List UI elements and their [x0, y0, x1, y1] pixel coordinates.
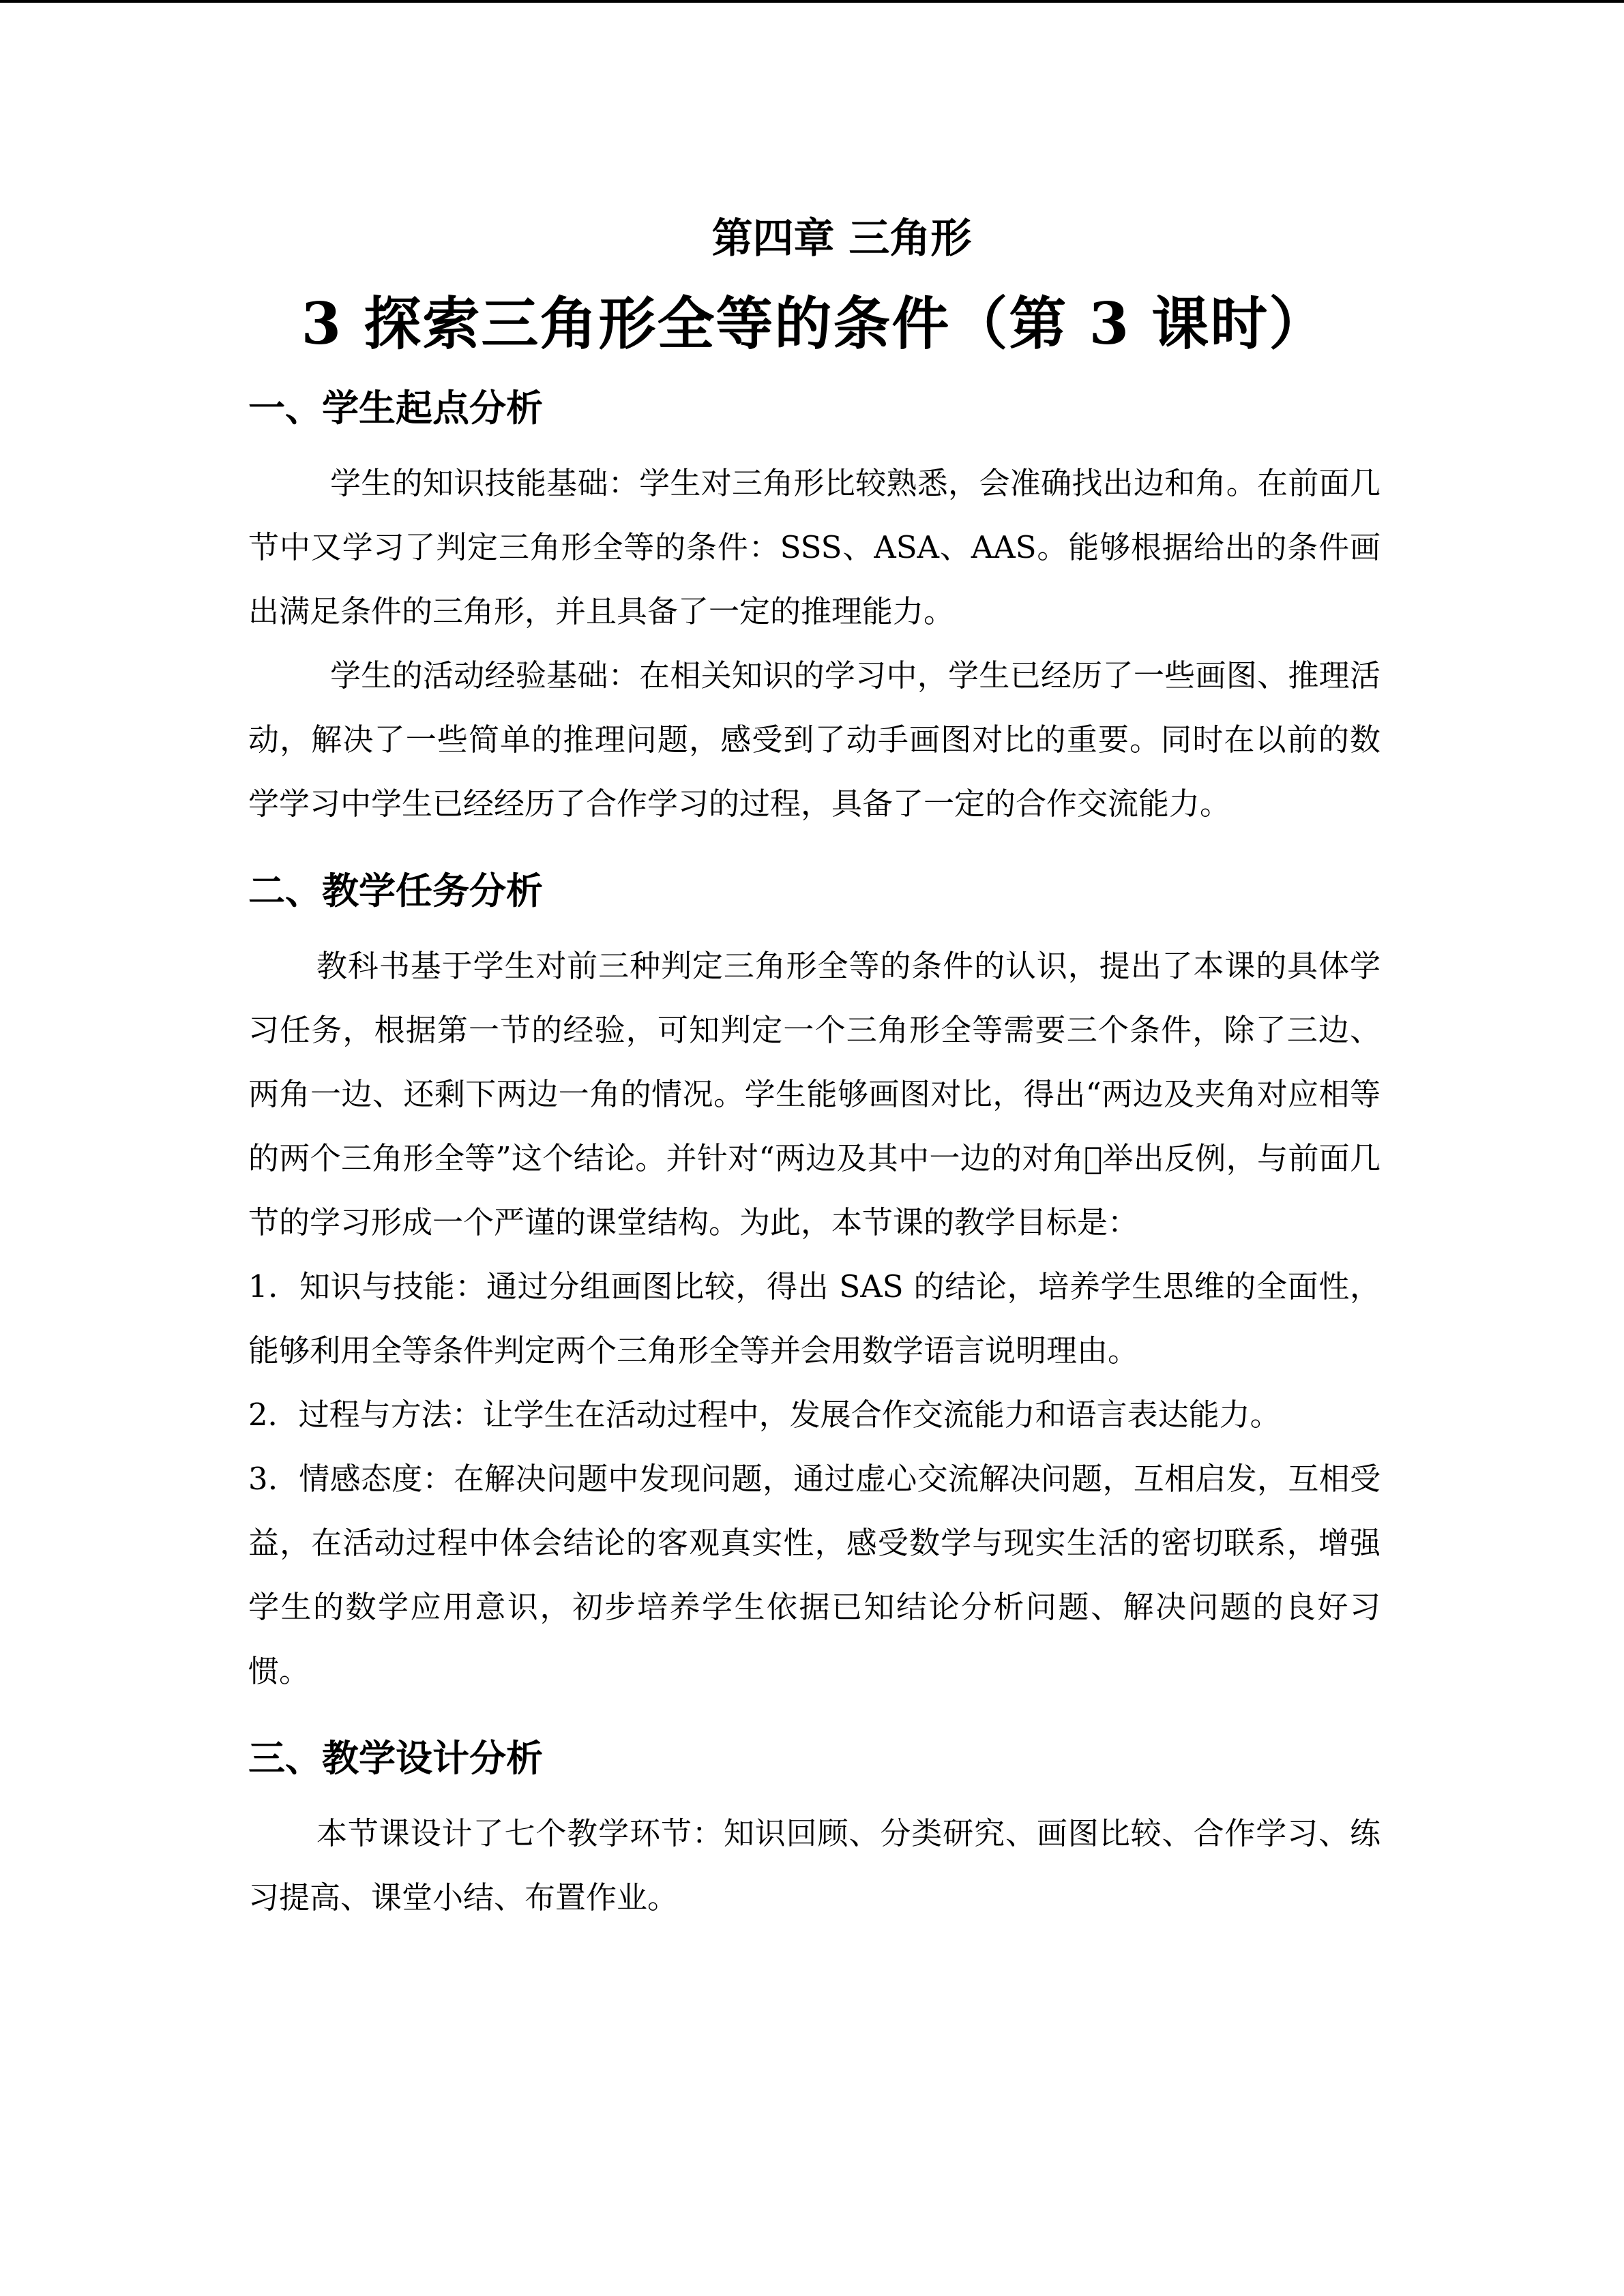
section-design-analysis: [248, 1728, 1381, 1930]
lesson-title: 3 探索三角形全等的条件（第 3 课时）: [301, 290, 1328, 357]
section-heading: 二、教学任务分析: [248, 869, 543, 912]
paragraph: 学生的活动经验基础：在相关知识的学习中，学生已经历了一些画图、推理活动，解决了一些简单的推理问题，感受到了动手画图对比的重要。同时在以前的数学学习中学生已经经历了合作学习的过程，具备了一定的合作交流能力。: [248, 657, 1381, 822]
top-border-line: [0, 0, 1624, 3]
objective-item: 2．过程与方法：让学生在活动过程中，发展合作交流能力和语言表达能力。: [248, 1397, 1281, 1433]
section-task-analysis: [248, 861, 1381, 1703]
chapter-title: 第四章 三角形: [711, 215, 972, 263]
paragraph: 本节课设计了七个教学环节：知识回顾、分类研究、画图比较、合作学习、练习提高、课堂小结、布置作业。: [248, 1815, 1381, 1915]
section-student-analysis: [248, 378, 1381, 836]
document-page: [248, 205, 1381, 1930]
objective-item: 3．情感态度：在解决问题中发现问题，通过虚心交流解决问题，互相启发，互相受益，在活动过程中体会结论的客观真实性，感受数学与现实生活的密切联系，增强学生的数学应用意识，初步培养学生依据已知结论分析问题、解决问题的良好习惯。: [248, 1461, 1381, 1689]
section-heading: 一、学生起点分析: [248, 387, 543, 430]
paragraph: 教科书基于学生对前三种判定三角形全等的条件的认识，提出了本课的具体学习任务，根据第一节的经验，可知判定一个三角形全等需要三个条件，除了三边、两角一边、还剩下两边一角的情况。学生能够画图对比，得出“两边及夹角对应相等的两个三角形全等”这个结论。并针对“两边及其中一边的对角 举出反例，与前面几节的学习形成一个严谨的课堂结构。为此，本节课的教学目标是：: [248, 948, 1381, 1240]
section-heading: 三、教学设计分析: [248, 1737, 543, 1780]
objective-item: 1．知识与技能：通过分组画图比较，得出 SAS 的结论，培养学生思维的全面性，能够利用全等条件判定两个三角形全等并会用数学语言说明理由。: [248, 1268, 1381, 1369]
paragraph: 学生的知识技能基础：学生对三角形比较熟悉，会准确找出边和角。在前面几节中又学习了判定三角形全等的条件：SSS、ASA、AAS。能够根据给出的条件画出满足条件的三角形，并且具备了一定的推理能力。: [248, 465, 1381, 629]
